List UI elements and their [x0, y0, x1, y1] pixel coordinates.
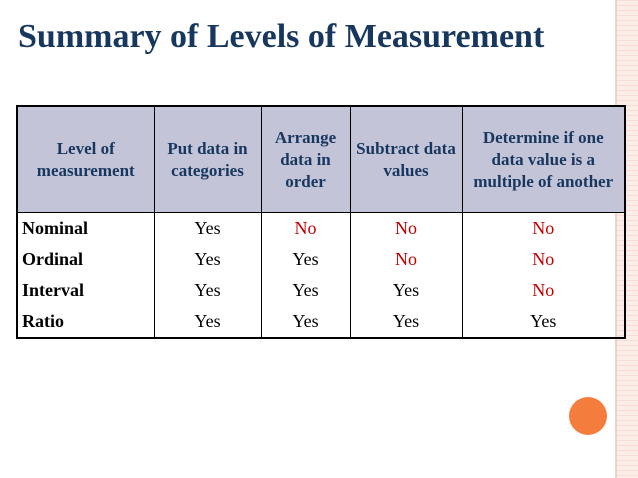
row-level-name: Interval	[17, 275, 154, 306]
header-subtract-data-values: Subtract data values	[350, 106, 462, 213]
table-row	[17, 244, 625, 275]
table-row	[17, 306, 625, 338]
table-cell: Yes	[154, 213, 261, 245]
header-determine-multiple: Determine if one data value is a multiple of another	[462, 106, 625, 213]
table-header-row	[17, 106, 625, 213]
table-cell: Yes	[154, 244, 261, 275]
header-put-data-in-categories: Put data in categories	[154, 106, 261, 213]
table-cell: No	[350, 244, 462, 275]
header-level-of-measurement: Level of measurement	[17, 106, 154, 213]
slide-title: Summary of Levels of Measurement	[18, 18, 545, 55]
table-cell: Yes	[154, 275, 261, 306]
row-level-name: Ratio	[17, 306, 154, 338]
levels-summary-table	[16, 105, 626, 339]
table-cell: No	[462, 275, 625, 306]
row-level-name: Ordinal	[17, 244, 154, 275]
table-cell: Yes	[462, 306, 625, 338]
decorative-orange-dot	[569, 397, 607, 435]
row-level-name: Nominal	[17, 213, 154, 245]
table-cell: Yes	[154, 306, 261, 338]
table-cell: No	[350, 213, 462, 245]
table-cell: No	[462, 244, 625, 275]
table-row	[17, 213, 625, 245]
table-cell: No	[261, 213, 350, 245]
table-cell: Yes	[261, 244, 350, 275]
header-arrange-data-in-order: Arrange data in order	[261, 106, 350, 213]
table-cell: Yes	[350, 306, 462, 338]
table-cell: No	[462, 213, 625, 245]
table-cell: Yes	[261, 306, 350, 338]
table-cell: Yes	[350, 275, 462, 306]
table-cell: Yes	[261, 275, 350, 306]
table-row	[17, 275, 625, 306]
